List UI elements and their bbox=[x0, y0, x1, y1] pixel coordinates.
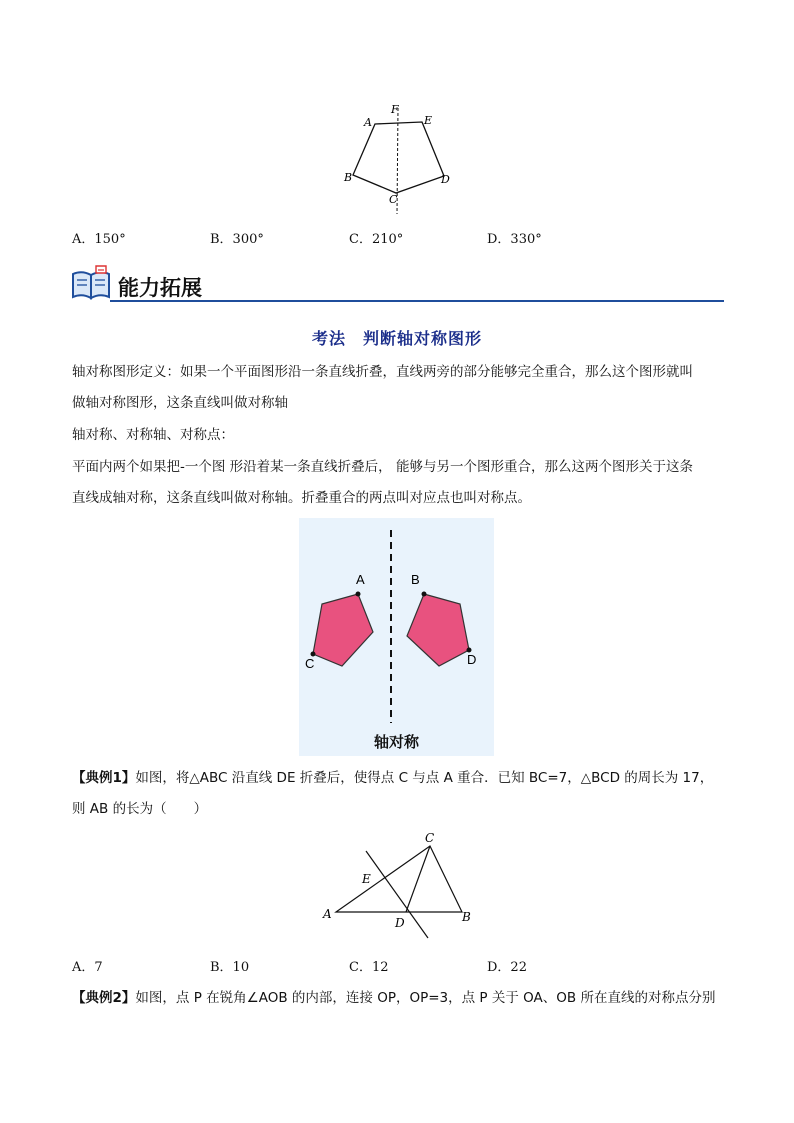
option-c: C．210° bbox=[349, 232, 404, 247]
ex1-option-b: B．10 bbox=[210, 960, 250, 975]
def-line-2: 做轴对称图形，这条直线叫做对称轴 bbox=[72, 395, 288, 411]
right-pentagon bbox=[407, 594, 469, 666]
def-line-1: 轴对称图形定义：如果一个平面图形沿一条直线折叠，直线两旁的部分能够完全重合，那么这个图形就叫 bbox=[72, 364, 693, 380]
pt-label: E bbox=[424, 114, 433, 127]
example1-tag: 【典例1】 bbox=[72, 770, 136, 786]
example2-text: 如图，点 P 在锐角∠AOB 的内部，连接 OP，OP=3，点 P 关于 OA、OB 所在直线的对称点分别 bbox=[135, 990, 716, 1006]
ex1-option-a: A．7 bbox=[72, 960, 103, 975]
pt-label: B bbox=[344, 171, 353, 184]
triangle-abc bbox=[336, 846, 462, 912]
example2-tag: 【典例2】 bbox=[72, 990, 136, 1006]
label-d: D bbox=[395, 916, 405, 930]
option-d: D．330° bbox=[487, 232, 542, 247]
section-title: 考法 判断轴对称图形 bbox=[311, 329, 482, 348]
def-line-4: 平面内两个如果把-一个图 形沿着某一条直线折叠后， 能够与另一个图形重合，那么这两个图形关于这条 bbox=[72, 459, 693, 475]
triangle-figure bbox=[318, 826, 478, 944]
option-b: B．300° bbox=[210, 232, 264, 247]
pt-label: F bbox=[391, 103, 399, 116]
def-line-3: 轴对称、对称轴、对称点： bbox=[72, 427, 234, 443]
example1-line1 bbox=[72, 766, 724, 790]
book-icon bbox=[70, 264, 114, 302]
pt-label: D bbox=[441, 173, 450, 186]
def-line-5: 直线成轴对称，这条直线叫做对称轴。折叠重合的两点叫对应点也叫对称点。 bbox=[72, 490, 531, 506]
label-b: B bbox=[411, 572, 420, 587]
banner-title: 能力拓展 bbox=[118, 276, 202, 300]
ex1-option-d: D．22 bbox=[487, 960, 527, 975]
axis-symmetry-figure bbox=[299, 518, 494, 756]
label-c: C bbox=[425, 831, 435, 845]
ex1-option-c: C．12 bbox=[349, 960, 389, 975]
example2-line1 bbox=[72, 986, 724, 1010]
pt-label: C bbox=[389, 193, 398, 206]
banner-rule bbox=[110, 300, 724, 302]
label-b: B bbox=[462, 910, 471, 924]
axis-caption: 轴对称 bbox=[373, 733, 419, 751]
label-c: C bbox=[305, 656, 315, 671]
example1-line2: 则 AB 的长为（ ） bbox=[72, 801, 208, 817]
pentagon-outline bbox=[353, 122, 444, 193]
label-e: E bbox=[362, 872, 371, 886]
section-banner bbox=[70, 262, 724, 304]
option-a: A．150° bbox=[72, 232, 126, 247]
label-a: A bbox=[323, 907, 332, 921]
label-a: A bbox=[356, 572, 365, 587]
pentagon-figure bbox=[330, 100, 460, 220]
segment-cd bbox=[406, 846, 430, 912]
example1-text1: 如图，将△ABC 沿直线 DE 折叠后，使得点 C 与点 A 重合．已知 BC=7，△BCD 的周长为 17， bbox=[135, 770, 714, 786]
pt-label: A bbox=[364, 116, 372, 129]
left-pentagon bbox=[313, 594, 373, 666]
label-d: D bbox=[467, 652, 477, 667]
